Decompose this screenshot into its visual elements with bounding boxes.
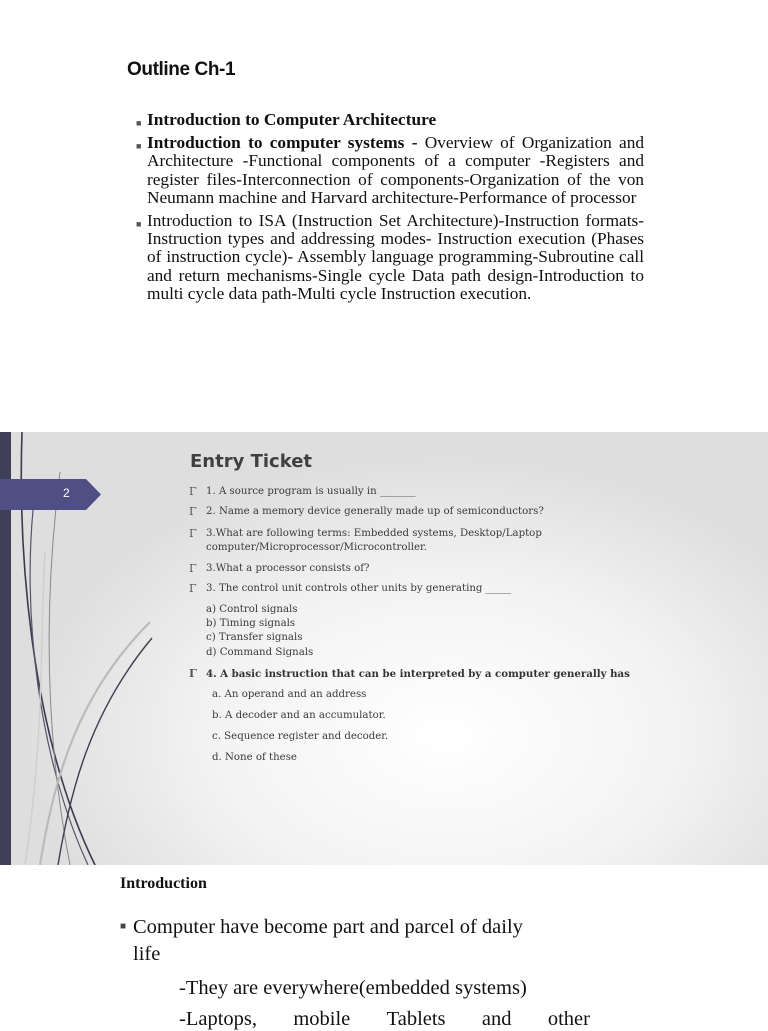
intro-line-4 <box>179 1008 590 1031</box>
q5-option: d) Command Signals <box>206 647 314 658</box>
bracket-bullet-icon: Γ <box>189 562 197 575</box>
intro-word: other <box>547 1008 590 1030</box>
question-3-text-continued: computer/Microprocessor/Microcontroller. <box>206 542 427 553</box>
square-bullet-icon: ■ <box>136 219 142 230</box>
question-4 <box>189 562 370 576</box>
square-bullet-icon: ■ <box>136 118 142 128</box>
question-3-text: 3.What are following terms: Embedded systems, Desktop/Laptop <box>206 528 542 539</box>
q5-option: a) Control signals <box>206 604 298 615</box>
entry-ticket-title: Entry Ticket <box>190 451 313 472</box>
bracket-bullet-icon: Γ <box>189 505 197 518</box>
q6-option: b. A decoder and an accumulator. <box>212 710 386 721</box>
question-5-text: 3. The control unit controls other units by generating _____ <box>206 583 512 594</box>
outline-item-3-text: Introduction to ISA (Instruction Set Architecture)-Instruction formats- Instruction types and addressing modes- Instruction execution (Phases of instruction cycle)- Assembly language programming-Subroutine call and return mechanisms-Single cycle Data path design-Introduction to multi cycle data path-Multi cycle Instruction execution. <box>147 211 644 303</box>
q5-option: b) Timing signals <box>206 618 296 629</box>
outline-list <box>136 111 644 308</box>
q6-option: d. None of these <box>212 752 297 763</box>
outline-item-2-text: Overview of Organization and Architecture -Functional components of a computer -Registers and register files-Interconnection of components-Organization of the von Neumann machine and Harvard architecture-Performance of processor <box>147 133 644 207</box>
question-6-text: 4. A basic instruction that can be interpreted by a computer generally has <box>206 668 630 680</box>
intro-word: Tablets <box>386 1008 446 1030</box>
square-bullet-icon: ■ <box>120 921 127 932</box>
page-number-tag <box>0 479 101 510</box>
intro-line-2: life <box>133 943 161 965</box>
square-bullet-icon: ■ <box>136 141 142 152</box>
intro-word: -Laptops, <box>179 1008 257 1030</box>
q6-option: a. An operand and an address <box>212 689 367 700</box>
entry-ticket-slide <box>0 432 768 865</box>
q5-option: c) Transfer signals <box>206 632 303 643</box>
question-2 <box>189 505 544 519</box>
question-5 <box>189 582 512 596</box>
intro-line-1: Computer have become part and parcel of daily <box>133 916 523 938</box>
intro-word: and <box>481 1008 512 1030</box>
bracket-bullet-icon: Γ <box>189 582 197 595</box>
q6-option: c. Sequence register and decoder. <box>212 731 389 742</box>
outline-item-3 <box>136 212 644 303</box>
question-3 <box>189 527 542 541</box>
page-number: 2 <box>63 486 70 500</box>
outline-item-1 <box>136 111 644 129</box>
outline-item-1-bold: Introduction to Computer Architecture <box>147 110 437 129</box>
question-1 <box>189 485 416 499</box>
bracket-bullet-icon: Γ <box>189 485 197 498</box>
introduction-title: Introduction <box>120 875 207 892</box>
intro-line-3: -They are everywhere(embedded systems) <box>179 977 527 999</box>
question-2-text: 2. Name a memory device generally made up of semiconductors? <box>206 506 544 517</box>
question-1-text: 1. A source program is usually in _______ <box>206 486 416 497</box>
outline-title: Outline Ch-1 <box>127 59 236 80</box>
outline-item-2-bold: Introduction to computer systems - <box>147 133 418 153</box>
bracket-bullet-icon: Γ <box>189 527 197 540</box>
question-4-text: 3.What a processor consists of? <box>206 563 370 574</box>
intro-word: mobile <box>293 1008 351 1030</box>
bracket-bullet-icon: Γ <box>189 667 197 680</box>
question-3-continued <box>206 541 427 555</box>
question-6 <box>189 667 630 681</box>
outline-item-2 <box>136 134 644 207</box>
